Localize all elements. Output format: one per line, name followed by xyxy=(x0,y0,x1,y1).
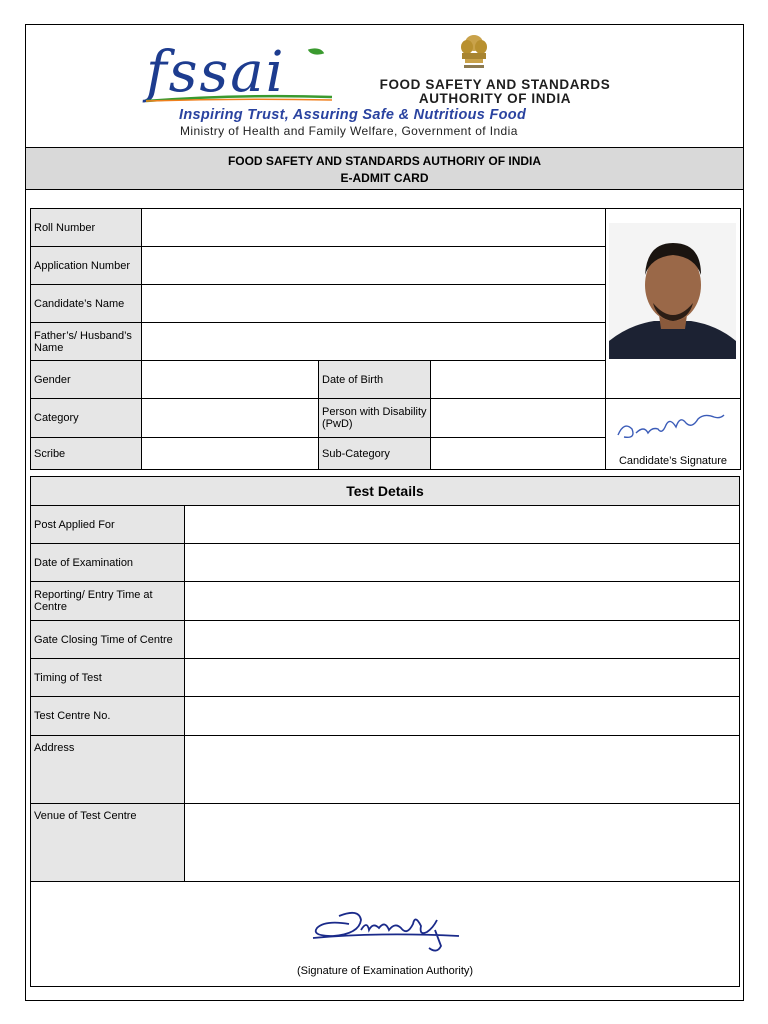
candidate-signature-caption: Candidate’s Signature xyxy=(618,455,728,467)
candidate-photo-icon xyxy=(609,223,736,359)
candidate-photo xyxy=(609,223,736,359)
father-husband-name-value xyxy=(141,322,606,361)
category-value xyxy=(141,398,319,438)
candidate-name-label: Candidate’s Name xyxy=(30,284,142,323)
candidate-name-value xyxy=(141,284,606,323)
gate-closing-value xyxy=(184,620,740,659)
test-centre-no-value xyxy=(184,696,740,736)
card-title-line-2: E-ADMIT CARD xyxy=(340,171,429,185)
dob-value xyxy=(430,360,606,399)
test-details-heading: Test Details xyxy=(30,476,740,506)
address-value xyxy=(184,735,740,804)
candidate-signature-icon xyxy=(614,405,732,445)
admit-card xyxy=(25,24,744,1001)
post-applied-label: Post Applied For xyxy=(30,505,185,544)
candidate-signature-box xyxy=(605,398,741,470)
pwd-label: Person with Disability (PwD) xyxy=(318,398,431,438)
test-timing-value xyxy=(184,658,740,697)
exam-date-value xyxy=(184,543,740,582)
exam-date-label: Date of Examination xyxy=(30,543,185,582)
tagline: Inspiring Trust, Assuring Safe & Nutritious Food xyxy=(179,107,527,123)
roll-number-label: Roll Number xyxy=(30,208,142,247)
reporting-time-label: Reporting/ Entry Time at Centre xyxy=(30,581,185,621)
test-centre-no-label: Test Centre No. xyxy=(30,696,185,736)
address-label: Address xyxy=(30,735,185,804)
scribe-value xyxy=(141,437,319,470)
venue-label: Venue of Test Centre xyxy=(30,803,185,882)
sub-category-value xyxy=(430,437,606,470)
card-title xyxy=(26,147,743,190)
national-emblem-icon xyxy=(456,33,492,73)
fssai-logo-text: fssai xyxy=(146,40,286,105)
gender-label: Gender xyxy=(30,360,142,399)
authority-signature-caption: (Signature of Examination Authority) xyxy=(296,965,474,977)
ministry-line: Ministry of Health and Family Welfare, Government of India xyxy=(180,124,518,138)
leaf-icon xyxy=(308,45,324,58)
application-number-label: Application Number xyxy=(30,246,142,285)
logo-swoosh-icon xyxy=(144,93,334,103)
gate-closing-label: Gate Closing Time of Centre xyxy=(30,620,185,659)
father-husband-name-label: Father’s/ Husband’s Name xyxy=(30,322,142,361)
scribe-label: Scribe xyxy=(30,437,142,470)
photo-box xyxy=(605,208,741,399)
reporting-time-value xyxy=(184,581,740,621)
org-name-line-1: FOOD SAFETY AND STANDARDS xyxy=(379,77,611,92)
test-timing-label: Timing of Test xyxy=(30,658,185,697)
gender-value xyxy=(141,360,319,399)
roll-number-value xyxy=(141,208,606,247)
header xyxy=(26,25,743,147)
card-title-line-1: FOOD SAFETY AND STANDARDS AUTHORIY OF INDIA xyxy=(227,154,542,168)
category-label: Category xyxy=(30,398,142,438)
org-name-line-2: AUTHORITY OF INDIA xyxy=(418,91,572,106)
sub-category-label: Sub-Category xyxy=(318,437,431,470)
dob-label: Date of Birth xyxy=(318,360,431,399)
authority-signature-icon xyxy=(309,906,469,958)
venue-value xyxy=(184,803,740,882)
authority-signature-box xyxy=(30,881,740,987)
application-number-value xyxy=(141,246,606,285)
pwd-value xyxy=(430,398,606,438)
post-applied-value xyxy=(184,505,740,544)
